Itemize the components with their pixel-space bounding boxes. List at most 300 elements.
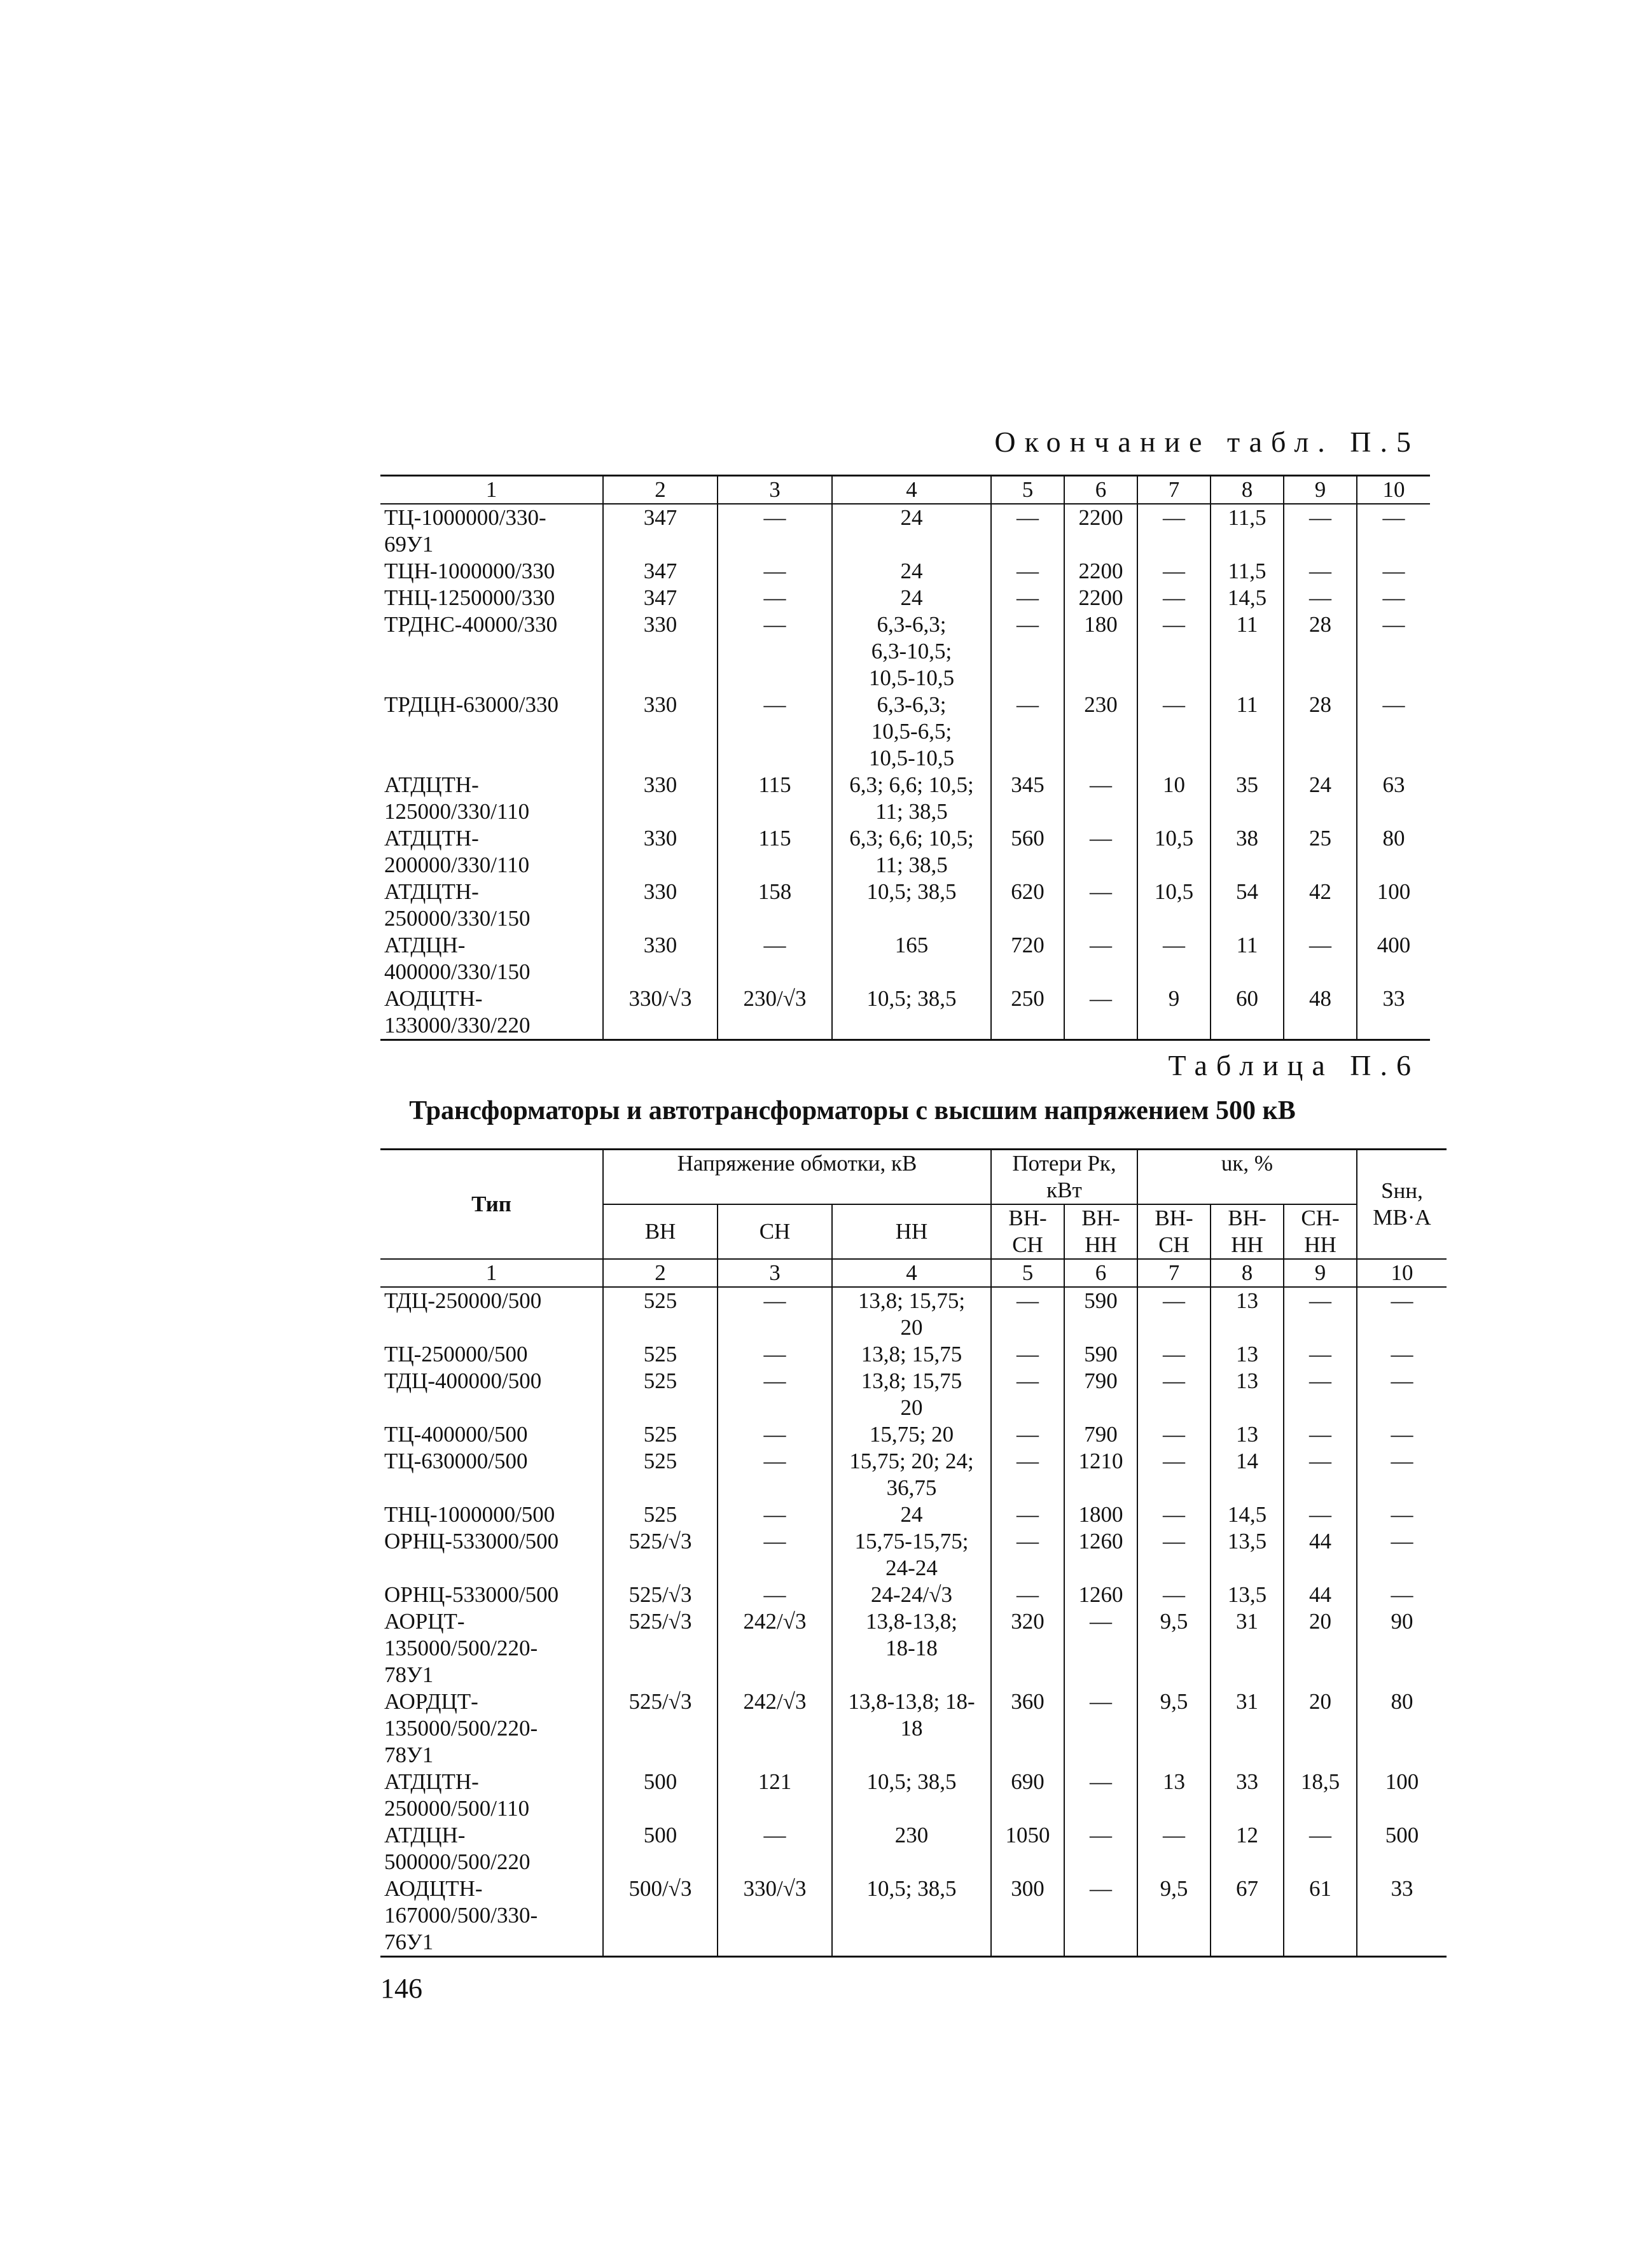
value-cell-c10: 80 xyxy=(1357,1688,1447,1769)
table5-header-cell: 4 xyxy=(832,476,991,504)
value-line: 15,75; 20; 24; xyxy=(849,1449,974,1473)
value-cell-c3: — xyxy=(718,585,832,611)
value-cell-c10: 33 xyxy=(1357,985,1430,1040)
type-name-cell xyxy=(380,692,603,772)
value-cell-c7: — xyxy=(1137,1287,1211,1341)
table-row xyxy=(380,1769,1447,1822)
value-cell-c5: — xyxy=(991,1448,1064,1501)
table-row xyxy=(380,504,1430,558)
value-cell-c3: — xyxy=(718,1582,832,1608)
table-row xyxy=(380,1421,1447,1448)
value-cell-c2: 330 xyxy=(603,692,718,772)
table6-number-cell: 10 xyxy=(1357,1259,1447,1287)
value-line: 24 xyxy=(900,559,923,583)
value-cell-c6: — xyxy=(1064,985,1137,1040)
value-line: 10,5; 38,5 xyxy=(866,1876,957,1901)
type-name-line: 133000/330/220 xyxy=(384,1013,531,1038)
value-cell-c6: 2200 xyxy=(1064,558,1137,585)
type-name-line: АТДЦТН- xyxy=(384,879,479,904)
value-line: 36,75 xyxy=(886,1475,937,1500)
value-cell-c3: — xyxy=(718,611,832,692)
table6-sub-header-cell: ВН-СН xyxy=(991,1204,1064,1259)
value-cell-c8: 38 xyxy=(1211,825,1284,879)
value-cell-c10: — xyxy=(1357,1501,1447,1528)
value-cell-c8: 13 xyxy=(1211,1421,1284,1448)
table6-voltage-group-header: Напряжение обмотки, кВ xyxy=(603,1150,991,1205)
value-cell-c8: 60 xyxy=(1211,985,1284,1040)
value-cell-c4 xyxy=(832,1448,991,1501)
value-cell-c7: — xyxy=(1137,692,1211,772)
type-name-line: АОРЦТ- xyxy=(384,1609,465,1634)
value-cell-c6: 180 xyxy=(1064,611,1137,692)
value-cell-c6: 230 xyxy=(1064,692,1137,772)
table6-sub-header-cell: НН xyxy=(832,1204,991,1259)
value-cell-c9: 48 xyxy=(1284,985,1357,1040)
value-cell-c10: — xyxy=(1357,1528,1447,1582)
value-cell-c9: — xyxy=(1284,1368,1357,1421)
value-cell-c8: 13 xyxy=(1211,1341,1284,1368)
table-row xyxy=(380,1608,1447,1688)
value-cell-c4 xyxy=(832,692,991,772)
table-row xyxy=(380,1822,1447,1875)
value-cell-c4 xyxy=(832,1875,991,1957)
type-name-line: АОДЦТН- xyxy=(384,1876,483,1901)
value-line: 18 xyxy=(900,1716,923,1741)
value-cell-c9: 20 xyxy=(1284,1688,1357,1769)
type-name-line: ТНЦ-1250000/330 xyxy=(384,585,555,610)
value-cell-c9: — xyxy=(1284,1421,1357,1448)
table5-body xyxy=(380,504,1430,1040)
value-cell-c10: 80 xyxy=(1357,825,1430,879)
table6-s-header xyxy=(1357,1150,1447,1260)
type-name-line: 500000/500/220 xyxy=(384,1849,531,1874)
table5-header-cell: 1 xyxy=(380,476,603,504)
value-cell-c6: — xyxy=(1064,932,1137,985)
value-cell-c10: — xyxy=(1357,611,1430,692)
value-cell-c4 xyxy=(832,504,991,558)
value-cell-c10: — xyxy=(1357,585,1430,611)
value-cell-c7: 10,5 xyxy=(1137,879,1211,932)
type-name-cell xyxy=(380,1769,603,1822)
value-cell-c4 xyxy=(832,772,991,825)
type-name-cell xyxy=(380,1501,603,1528)
value-cell-c8: 11 xyxy=(1211,932,1284,985)
value-cell-c4 xyxy=(832,558,991,585)
value-cell-c8: 14,5 xyxy=(1211,1501,1284,1528)
table-row xyxy=(380,985,1430,1040)
table5-header-cell: 10 xyxy=(1357,476,1430,504)
value-cell-c7: — xyxy=(1137,1528,1211,1582)
value-line: 24 xyxy=(900,505,923,530)
value-cell-c5: 345 xyxy=(991,772,1064,825)
table6-sub-header-cell: СН-НН xyxy=(1284,1204,1357,1259)
type-name-line: ТЦ-400000/500 xyxy=(384,1422,528,1447)
value-cell-c4 xyxy=(832,1421,991,1448)
value-cell-c6: 2200 xyxy=(1064,585,1137,611)
value-cell-c9: 42 xyxy=(1284,879,1357,932)
table-row xyxy=(380,1875,1447,1957)
type-name-line: АТДЦТН- xyxy=(384,826,479,851)
value-cell-c5: 250 xyxy=(991,985,1064,1040)
value-line: 13,8-13,8; xyxy=(866,1609,957,1634)
table-row xyxy=(380,1341,1447,1368)
value-cell-c2: 330/√3 xyxy=(603,985,718,1040)
type-name-cell xyxy=(380,879,603,932)
value-cell-c2: 525 xyxy=(603,1368,718,1421)
value-cell-c2: 525/√3 xyxy=(603,1582,718,1608)
value-cell-c2: 525/√3 xyxy=(603,1688,718,1769)
value-cell-c4 xyxy=(832,825,991,879)
value-cell-c3: — xyxy=(718,1287,832,1341)
value-cell-c2: 525/√3 xyxy=(603,1528,718,1582)
value-cell-c5: — xyxy=(991,585,1064,611)
table-row xyxy=(380,558,1430,585)
type-name-cell xyxy=(380,1448,603,1501)
table-row xyxy=(380,772,1430,825)
value-cell-c10: 100 xyxy=(1357,1769,1447,1822)
value-cell-c9: 20 xyxy=(1284,1608,1357,1688)
table-row xyxy=(380,692,1430,772)
type-name-cell xyxy=(380,985,603,1040)
value-cell-c2: 500 xyxy=(603,1822,718,1875)
value-cell-c7: — xyxy=(1137,504,1211,558)
value-cell-c9: 18,5 xyxy=(1284,1769,1357,1822)
value-cell-c5: — xyxy=(991,1582,1064,1608)
type-name-cell xyxy=(380,1688,603,1769)
table6-number-cell: 9 xyxy=(1284,1259,1357,1287)
value-cell-c3: 242/√3 xyxy=(718,1688,832,1769)
value-cell-c10: — xyxy=(1357,1287,1447,1341)
value-cell-c3: 121 xyxy=(718,1769,832,1822)
value-cell-c9: 61 xyxy=(1284,1875,1357,1957)
value-cell-c8: 11,5 xyxy=(1211,504,1284,558)
value-cell-c3: 115 xyxy=(718,825,832,879)
value-cell-c9: — xyxy=(1284,558,1357,585)
value-cell-c10: — xyxy=(1357,1421,1447,1448)
value-cell-c7: — xyxy=(1137,1421,1211,1448)
value-cell-c8: 13,5 xyxy=(1211,1528,1284,1582)
value-cell-c6: — xyxy=(1064,879,1137,932)
type-name-cell xyxy=(380,1368,603,1421)
value-cell-c8: 11 xyxy=(1211,611,1284,692)
table6-caption: Таблица П.6 xyxy=(1168,1049,1420,1082)
table6-number-row xyxy=(380,1259,1447,1287)
value-cell-c5: — xyxy=(991,558,1064,585)
type-name-line: ТЦ-250000/500 xyxy=(384,1342,528,1367)
table6-s-unit: МВ·А xyxy=(1373,1205,1431,1230)
table6-number-cell: 7 xyxy=(1137,1259,1211,1287)
table-row xyxy=(380,1501,1447,1528)
value-cell-c4 xyxy=(832,1688,991,1769)
value-cell-c6: 790 xyxy=(1064,1421,1137,1448)
value-cell-c10: — xyxy=(1357,1582,1447,1608)
type-name-line: ТЦ-1000000/330- xyxy=(384,505,546,530)
value-cell-c8: 13 xyxy=(1211,1287,1284,1341)
value-line: 13,8; 15,75 xyxy=(861,1368,962,1393)
value-line: 24 xyxy=(900,1502,923,1527)
table-row xyxy=(380,611,1430,692)
table6-number-cell: 6 xyxy=(1064,1259,1137,1287)
type-name-line: ОРНЦ-533000/500 xyxy=(384,1582,559,1607)
value-cell-c3: — xyxy=(718,1822,832,1875)
value-cell-c5: 620 xyxy=(991,879,1064,932)
value-cell-c3: — xyxy=(718,1421,832,1448)
table5-header-row xyxy=(380,476,1430,504)
value-cell-c7: — xyxy=(1137,1368,1211,1421)
type-name-line: 250000/330/150 xyxy=(384,906,531,931)
value-cell-c3: — xyxy=(718,692,832,772)
type-name-line: ОРНЦ-533000/500 xyxy=(384,1529,559,1554)
value-cell-c8: 33 xyxy=(1211,1769,1284,1822)
value-cell-c8: 11 xyxy=(1211,692,1284,772)
value-cell-c5: 320 xyxy=(991,1608,1064,1688)
value-cell-c5: 360 xyxy=(991,1688,1064,1769)
value-cell-c7: — xyxy=(1137,611,1211,692)
table6-sub-header-cell: ВН-НН xyxy=(1211,1204,1284,1259)
value-cell-c6: — xyxy=(1064,1608,1137,1688)
value-cell-c4 xyxy=(832,585,991,611)
page-number: 146 xyxy=(380,1973,422,2004)
value-cell-c10: — xyxy=(1357,1368,1447,1421)
type-name-cell xyxy=(380,1421,603,1448)
value-cell-c9: — xyxy=(1284,1501,1357,1528)
value-line: 13,8; 15,75 xyxy=(861,1342,962,1367)
value-line: 24-24 xyxy=(885,1555,938,1580)
value-cell-c7: — xyxy=(1137,1501,1211,1528)
type-name-line: 78У1 xyxy=(384,1743,434,1767)
value-cell-c5: 1050 xyxy=(991,1822,1064,1875)
value-cell-c5: — xyxy=(991,1421,1064,1448)
value-cell-c4 xyxy=(832,1528,991,1582)
value-cell-c8: 11,5 xyxy=(1211,558,1284,585)
value-cell-c2: 525 xyxy=(603,1287,718,1341)
table-row xyxy=(380,879,1430,932)
table6-number-cell: 3 xyxy=(718,1259,832,1287)
table6-number-cell: 8 xyxy=(1211,1259,1284,1287)
value-cell-c6: — xyxy=(1064,772,1137,825)
value-cell-c5: 690 xyxy=(991,1769,1064,1822)
type-name-cell xyxy=(380,1608,603,1688)
value-line: 165 xyxy=(894,933,929,957)
value-line: 6,3-10,5; xyxy=(871,639,952,664)
value-cell-c10: — xyxy=(1357,504,1430,558)
type-name-line: 400000/330/150 xyxy=(384,959,531,984)
value-cell-c2: 330 xyxy=(603,932,718,985)
value-line: 230 xyxy=(894,1823,929,1847)
type-name-line: АТДЦТН- xyxy=(384,1769,479,1794)
value-line: 24-24/√3 xyxy=(870,1582,953,1607)
value-cell-c8: 13 xyxy=(1211,1368,1284,1421)
type-name-cell xyxy=(380,585,603,611)
table5-header-cell: 3 xyxy=(718,476,832,504)
value-line: 10,5-10,5 xyxy=(868,665,955,690)
value-cell-c5: — xyxy=(991,1287,1064,1341)
value-cell-c3: — xyxy=(718,558,832,585)
table-row xyxy=(380,1688,1447,1769)
value-cell-c2: 525 xyxy=(603,1341,718,1368)
value-line: 11; 38,5 xyxy=(875,852,948,877)
type-name-line: 76У1 xyxy=(384,1930,434,1954)
value-cell-c3: — xyxy=(718,1448,832,1501)
table6-number-cell: 4 xyxy=(832,1259,991,1287)
value-cell-c8: 12 xyxy=(1211,1822,1284,1875)
value-line: 20 xyxy=(900,1395,923,1420)
value-cell-c9: 44 xyxy=(1284,1582,1357,1608)
table5-header-cell: 8 xyxy=(1211,476,1284,504)
value-cell-c6: 590 xyxy=(1064,1341,1137,1368)
value-cell-c4 xyxy=(832,1368,991,1421)
value-cell-c10: 100 xyxy=(1357,879,1430,932)
value-line: 10,5; 38,5 xyxy=(866,879,957,904)
value-cell-c3: 158 xyxy=(718,879,832,932)
table6-type-header: Тип xyxy=(380,1150,603,1260)
type-name-line: ТЦН-1000000/330 xyxy=(384,559,555,583)
value-cell-c6: 1260 xyxy=(1064,1582,1137,1608)
table-row xyxy=(380,1448,1447,1501)
value-cell-c7: — xyxy=(1137,558,1211,585)
value-cell-c6: — xyxy=(1064,825,1137,879)
value-cell-c10: — xyxy=(1357,1341,1447,1368)
value-cell-c8: 67 xyxy=(1211,1875,1284,1957)
value-line: 6,3; 6,6; 10,5; xyxy=(849,826,974,851)
value-cell-c10: — xyxy=(1357,1448,1447,1501)
type-name-cell xyxy=(380,558,603,585)
value-cell-c3: 330/√3 xyxy=(718,1875,832,1957)
value-cell-c3: — xyxy=(718,504,832,558)
value-cell-c4 xyxy=(832,879,991,932)
value-cell-c7: — xyxy=(1137,1582,1211,1608)
value-cell-c3: 230/√3 xyxy=(718,985,832,1040)
value-cell-c7: 13 xyxy=(1137,1769,1211,1822)
value-cell-c5: — xyxy=(991,1501,1064,1528)
value-cell-c7: — xyxy=(1137,585,1211,611)
value-cell-c7: 9,5 xyxy=(1137,1688,1211,1769)
value-cell-c6: — xyxy=(1064,1769,1137,1822)
value-cell-c10: — xyxy=(1357,692,1430,772)
value-cell-c7: 9,5 xyxy=(1137,1608,1211,1688)
value-cell-c7: 10,5 xyxy=(1137,825,1211,879)
value-cell-c7: 9,5 xyxy=(1137,1875,1211,1957)
value-cell-c5: — xyxy=(991,504,1064,558)
value-cell-c2: 347 xyxy=(603,585,718,611)
value-cell-c5: — xyxy=(991,611,1064,692)
value-cell-c9: 28 xyxy=(1284,692,1357,772)
value-cell-c9: — xyxy=(1284,1448,1357,1501)
value-cell-c7: 9 xyxy=(1137,985,1211,1040)
value-cell-c8: 14 xyxy=(1211,1448,1284,1501)
value-cell-c5: — xyxy=(991,1341,1064,1368)
value-cell-c2: 330 xyxy=(603,879,718,932)
table6-loss-group-header: Потери Pк, кВт xyxy=(991,1150,1137,1205)
type-name-line: 135000/500/220- xyxy=(384,1716,538,1741)
value-cell-c9: — xyxy=(1284,1341,1357,1368)
table-row xyxy=(380,932,1430,985)
type-name-cell xyxy=(380,1582,603,1608)
value-cell-c7: — xyxy=(1137,1448,1211,1501)
value-cell-c6: 1260 xyxy=(1064,1528,1137,1582)
value-cell-c4 xyxy=(832,1822,991,1875)
value-cell-c10: 33 xyxy=(1357,1875,1447,1957)
type-name-cell xyxy=(380,1287,603,1341)
type-name-cell xyxy=(380,504,603,558)
value-cell-c6: 2200 xyxy=(1064,504,1137,558)
type-name-line: 135000/500/220- xyxy=(384,1636,538,1660)
table-row xyxy=(380,825,1430,879)
value-cell-c10: — xyxy=(1357,558,1430,585)
type-name-cell xyxy=(380,1341,603,1368)
value-cell-c4 xyxy=(832,1341,991,1368)
value-cell-c3: — xyxy=(718,1368,832,1421)
value-cell-c8: 13,5 xyxy=(1211,1582,1284,1608)
type-name-line: ТДЦ-250000/500 xyxy=(384,1288,542,1313)
type-name-cell xyxy=(380,772,603,825)
value-cell-c4 xyxy=(832,1769,991,1822)
value-cell-c4 xyxy=(832,1501,991,1528)
value-cell-c9: 25 xyxy=(1284,825,1357,879)
value-cell-c2: 500/√3 xyxy=(603,1875,718,1957)
type-name-cell xyxy=(380,1875,603,1957)
type-name-line: АОДЦТН- xyxy=(384,986,483,1011)
value-cell-c9: 44 xyxy=(1284,1528,1357,1582)
value-cell-c9: 28 xyxy=(1284,611,1357,692)
table5-caption: Окончание табл. П.5 xyxy=(994,426,1420,458)
value-cell-c8: 35 xyxy=(1211,772,1284,825)
value-cell-c3: — xyxy=(718,1528,832,1582)
value-cell-c3: — xyxy=(718,932,832,985)
value-cell-c6: 1800 xyxy=(1064,1501,1137,1528)
value-cell-c5: 560 xyxy=(991,825,1064,879)
value-cell-c8: 14,5 xyxy=(1211,585,1284,611)
value-line: 10,5-6,5; xyxy=(871,719,952,744)
value-cell-c4 xyxy=(832,985,991,1040)
value-cell-c10: 90 xyxy=(1357,1608,1447,1688)
value-cell-c6: — xyxy=(1064,1688,1137,1769)
value-line: 15,75-15,75; xyxy=(854,1529,969,1554)
type-name-line: ТЦ-630000/500 xyxy=(384,1449,528,1473)
value-line: 6,3-6,3; xyxy=(877,612,947,637)
table-row xyxy=(380,1582,1447,1608)
value-cell-c9: 24 xyxy=(1284,772,1357,825)
value-cell-c5: — xyxy=(991,1528,1064,1582)
value-cell-c6: — xyxy=(1064,1822,1137,1875)
type-name-cell xyxy=(380,932,603,985)
value-cell-c4 xyxy=(832,1287,991,1341)
value-line: 6,3; 6,6; 10,5; xyxy=(849,772,974,797)
value-cell-c9: — xyxy=(1284,1822,1357,1875)
value-cell-c6: 1210 xyxy=(1064,1448,1137,1501)
value-cell-c8: 54 xyxy=(1211,879,1284,932)
type-name-line: АТДЦН- xyxy=(384,1823,466,1847)
value-cell-c5: 720 xyxy=(991,932,1064,985)
table6-number-cell: 2 xyxy=(603,1259,718,1287)
value-cell-c6: — xyxy=(1064,1875,1137,1957)
table6-uk-group-header: uк, % xyxy=(1137,1150,1357,1205)
value-cell-c2: 347 xyxy=(603,504,718,558)
table6-number-cell: 1 xyxy=(380,1259,603,1287)
value-cell-c9: — xyxy=(1284,932,1357,985)
type-name-line: ТРДНС-40000/330 xyxy=(384,612,558,637)
type-name-cell xyxy=(380,825,603,879)
table-row xyxy=(380,585,1430,611)
value-cell-c2: 525/√3 xyxy=(603,1608,718,1688)
value-cell-c2: 347 xyxy=(603,558,718,585)
type-name-line: 250000/500/110 xyxy=(384,1796,530,1821)
value-cell-c7: — xyxy=(1137,1822,1211,1875)
type-name-cell xyxy=(380,611,603,692)
value-line: 6,3-6,3; xyxy=(877,692,947,717)
value-line: 11; 38,5 xyxy=(875,799,948,824)
table6-sub-header-cell: СН xyxy=(718,1204,832,1259)
